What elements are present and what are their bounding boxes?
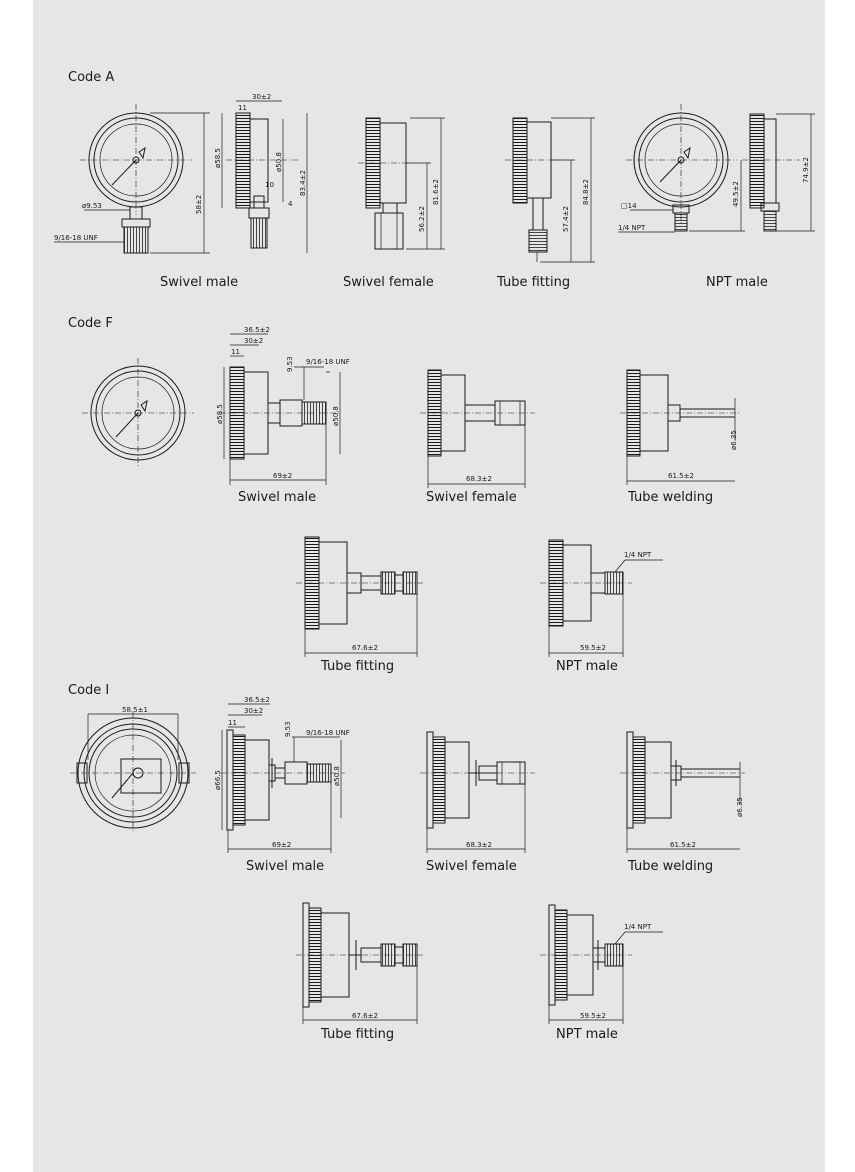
dim-label: 58.5±1	[122, 706, 148, 714]
dim-label: 9/16-18 UNF	[306, 358, 350, 366]
dim-label: 74.9±2	[802, 157, 810, 183]
section-title: Code F	[68, 316, 113, 331]
section-title: Code A	[68, 70, 115, 85]
tube-fitting-view	[296, 903, 425, 1024]
gauge-front-view	[54, 104, 210, 253]
dim-label: 30±2	[244, 337, 264, 345]
swivel-male-view	[220, 334, 340, 485]
dim-label: ø58.5	[216, 404, 224, 424]
gauge-front-view	[82, 358, 194, 468]
dim-label: ø50.8	[332, 406, 340, 426]
dim-label: 9.53	[286, 356, 294, 372]
view-caption: Tube welding	[628, 490, 714, 505]
dim-label: ø6.35	[736, 797, 744, 817]
dim-label: ø6.35	[730, 430, 738, 450]
tube-welding-view	[620, 370, 740, 485]
gauge-front-view	[70, 712, 196, 832]
dim-label: 68.3±2	[466, 841, 492, 849]
dim-label: 69±2	[272, 841, 292, 849]
view-caption: NPT male	[556, 659, 618, 674]
view-caption: Swivel male	[238, 490, 317, 505]
dim-label: ø66.5	[214, 770, 222, 790]
view-caption: Tube fitting	[321, 659, 395, 674]
dim-label: 11	[228, 719, 237, 727]
view-caption: Swivel male	[246, 859, 325, 874]
dim-label: 10	[265, 181, 274, 189]
view-caption: Swivel male	[160, 275, 239, 290]
dim-label: 1/4 NPT	[618, 224, 646, 232]
dim-label: □14	[621, 202, 637, 210]
dim-label: 9/16-18 UNF	[54, 234, 98, 242]
view-caption: Swivel female	[426, 490, 517, 505]
dim-label: 30±2	[252, 93, 272, 101]
view-caption: Tube fitting	[497, 275, 571, 290]
dim-label: 36.5±2	[244, 696, 270, 704]
tube-fitting-view	[296, 537, 425, 657]
dim-label: 57.4±2	[562, 206, 570, 232]
dim-label: 68.3±2	[466, 475, 492, 483]
dim-label: 36.5±2	[244, 326, 270, 334]
npt-male-front-view	[618, 104, 745, 232]
view-caption: NPT male	[556, 1027, 618, 1042]
dim-label: ø9.53	[82, 202, 102, 210]
dim-label: 61.5±2	[668, 472, 694, 480]
view-caption: Tube fitting	[321, 1027, 395, 1042]
dim-label: 83.4±2	[299, 170, 307, 196]
view-caption: Swivel female	[343, 275, 434, 290]
section-title: Code I	[68, 683, 110, 698]
dim-label: 11	[231, 348, 240, 356]
dim-label: 1/4 NPT	[624, 551, 652, 559]
dim-label: 69±2	[273, 472, 293, 480]
dim-label: 9/16-18 UNF	[306, 729, 350, 737]
dim-label: 4	[288, 200, 293, 208]
dim-label: 59.5±2	[580, 1012, 606, 1020]
view-caption: NPT male	[706, 275, 768, 290]
dim-label: 9.53	[284, 721, 292, 737]
gauge-side-view	[222, 101, 307, 253]
dim-label: 67.6±2	[352, 644, 378, 652]
swivel-male-view	[220, 704, 345, 853]
dim-label: 56.2±2	[418, 206, 426, 232]
dim-label: 1/4 NPT	[624, 923, 652, 931]
dim-label: 61.5±2	[670, 841, 696, 849]
view-caption: Tube welding	[628, 859, 714, 874]
dim-label: 11	[238, 104, 247, 112]
dim-label: 67.6±2	[352, 1012, 378, 1020]
dim-label: 81.6±2	[432, 179, 440, 205]
dim-label: ø50.8	[333, 766, 341, 786]
dim-label: ø58.5	[214, 148, 222, 168]
swivel-female-view	[420, 370, 535, 488]
tube-welding-view	[620, 732, 745, 853]
swivel-female-view	[420, 732, 535, 853]
dim-label: 49.5±2	[732, 181, 740, 207]
dim-label: 30±2	[244, 707, 264, 715]
dim-label: 58±2	[195, 194, 203, 214]
view-caption: Swivel female	[426, 859, 517, 874]
dim-label: 84.8±2	[582, 179, 590, 205]
dim-label: ø50.8	[275, 152, 283, 172]
dim-label: 59.5±2	[580, 644, 606, 652]
